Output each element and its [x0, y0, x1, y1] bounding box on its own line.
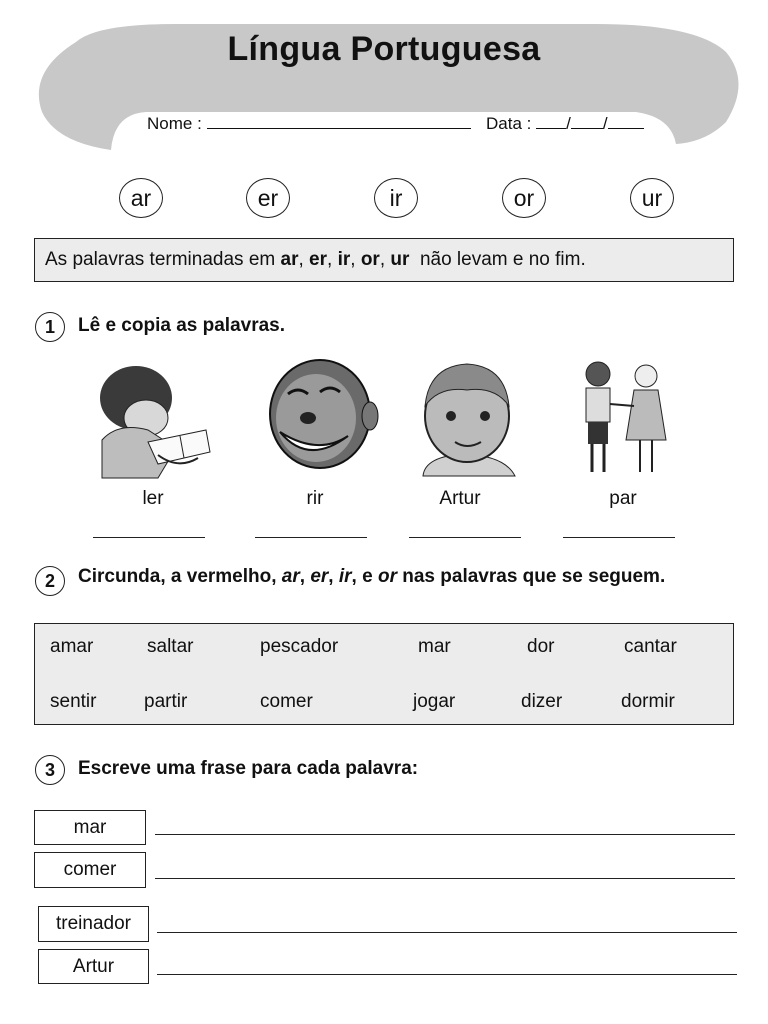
word-item[interactable]: jogar — [413, 691, 456, 712]
sentence-write-line[interactable] — [155, 878, 735, 879]
word-label: ler — [142, 488, 164, 509]
boy-girl-couple-illustration — [560, 356, 690, 481]
date-separator: / — [566, 114, 571, 133]
word-item[interactable]: cantar — [624, 636, 677, 657]
question-title: Lê e copia as palavras. — [78, 315, 286, 336]
ending-circle-ir: ir — [374, 178, 418, 218]
word-item[interactable]: dormir — [621, 691, 675, 712]
date-label: Data : — [486, 114, 532, 133]
ending-circle-ar: ar — [119, 178, 163, 218]
rule-ending: or — [360, 249, 380, 270]
rule-ending: er — [309, 249, 327, 270]
question-number: 2 — [35, 566, 65, 596]
rule-ending: ur — [390, 249, 410, 270]
copy-blank-line[interactable] — [563, 536, 675, 538]
word-item[interactable]: dizer — [521, 691, 563, 712]
word-item[interactable]: amar — [50, 636, 94, 657]
ending-circle-ur: ur — [630, 178, 674, 218]
sentence-write-line[interactable] — [157, 932, 737, 933]
sentence-write-line[interactable] — [157, 974, 737, 975]
date-month-blank[interactable] — [571, 114, 603, 129]
word-item[interactable]: mar — [418, 636, 451, 657]
sentence-word-box: treinador — [38, 906, 149, 942]
sentence-word-box: comer — [34, 852, 146, 888]
date-year-blank[interactable] — [608, 114, 644, 129]
rule-suffix: não levam e no fim. — [419, 249, 586, 270]
word-item[interactable]: partir — [144, 691, 188, 712]
word-item[interactable]: saltar — [147, 636, 194, 657]
word-item[interactable]: pescador — [260, 636, 339, 657]
copy-blank-line[interactable] — [409, 536, 521, 538]
name-field[interactable] — [147, 114, 471, 134]
word-item[interactable]: sentir — [50, 691, 97, 712]
question-number: 3 — [35, 755, 65, 785]
ending-circle-or: or — [502, 178, 546, 218]
word-item[interactable]: dor — [527, 636, 555, 657]
sentence-word-box: Artur — [38, 949, 149, 984]
date-day-blank[interactable] — [536, 114, 566, 129]
word-label: Artur — [439, 488, 481, 509]
date-separator: / — [602, 114, 608, 133]
sentence-write-line[interactable] — [155, 834, 735, 835]
word-label: par — [609, 488, 637, 509]
page-title: Língua Portuguesa — [227, 30, 541, 68]
sentence-word-box: mar — [34, 810, 146, 845]
name-label: Nome : — [147, 114, 202, 133]
name-blank[interactable] — [207, 114, 471, 129]
question-number: 1 — [35, 312, 65, 342]
rule-ending: ar — [280, 249, 299, 270]
copy-blank-line[interactable] — [255, 536, 367, 538]
rule-ending: ir — [337, 249, 351, 270]
rule-box: As palavras terminadas em ar , er , ir , or , ur não levam e no fim. — [34, 238, 734, 282]
word-label: rir — [306, 488, 324, 509]
copy-blank-line[interactable] — [93, 536, 205, 538]
question-title: Circunda, a vermelho, ar, er, ir, e or nas palavras que se seguem. — [78, 566, 666, 587]
date-field[interactable] — [486, 114, 644, 134]
rule-prefix: As palavras terminadas em — [45, 249, 276, 270]
child-reading-illustration — [88, 360, 218, 485]
boy-artur-illustration — [405, 356, 535, 481]
laughing-boy-illustration — [258, 356, 388, 481]
question-title: Escreve uma frase para cada palavra: — [78, 758, 419, 779]
ending-circle-er: er — [246, 178, 290, 218]
word-item[interactable]: comer — [260, 691, 313, 712]
